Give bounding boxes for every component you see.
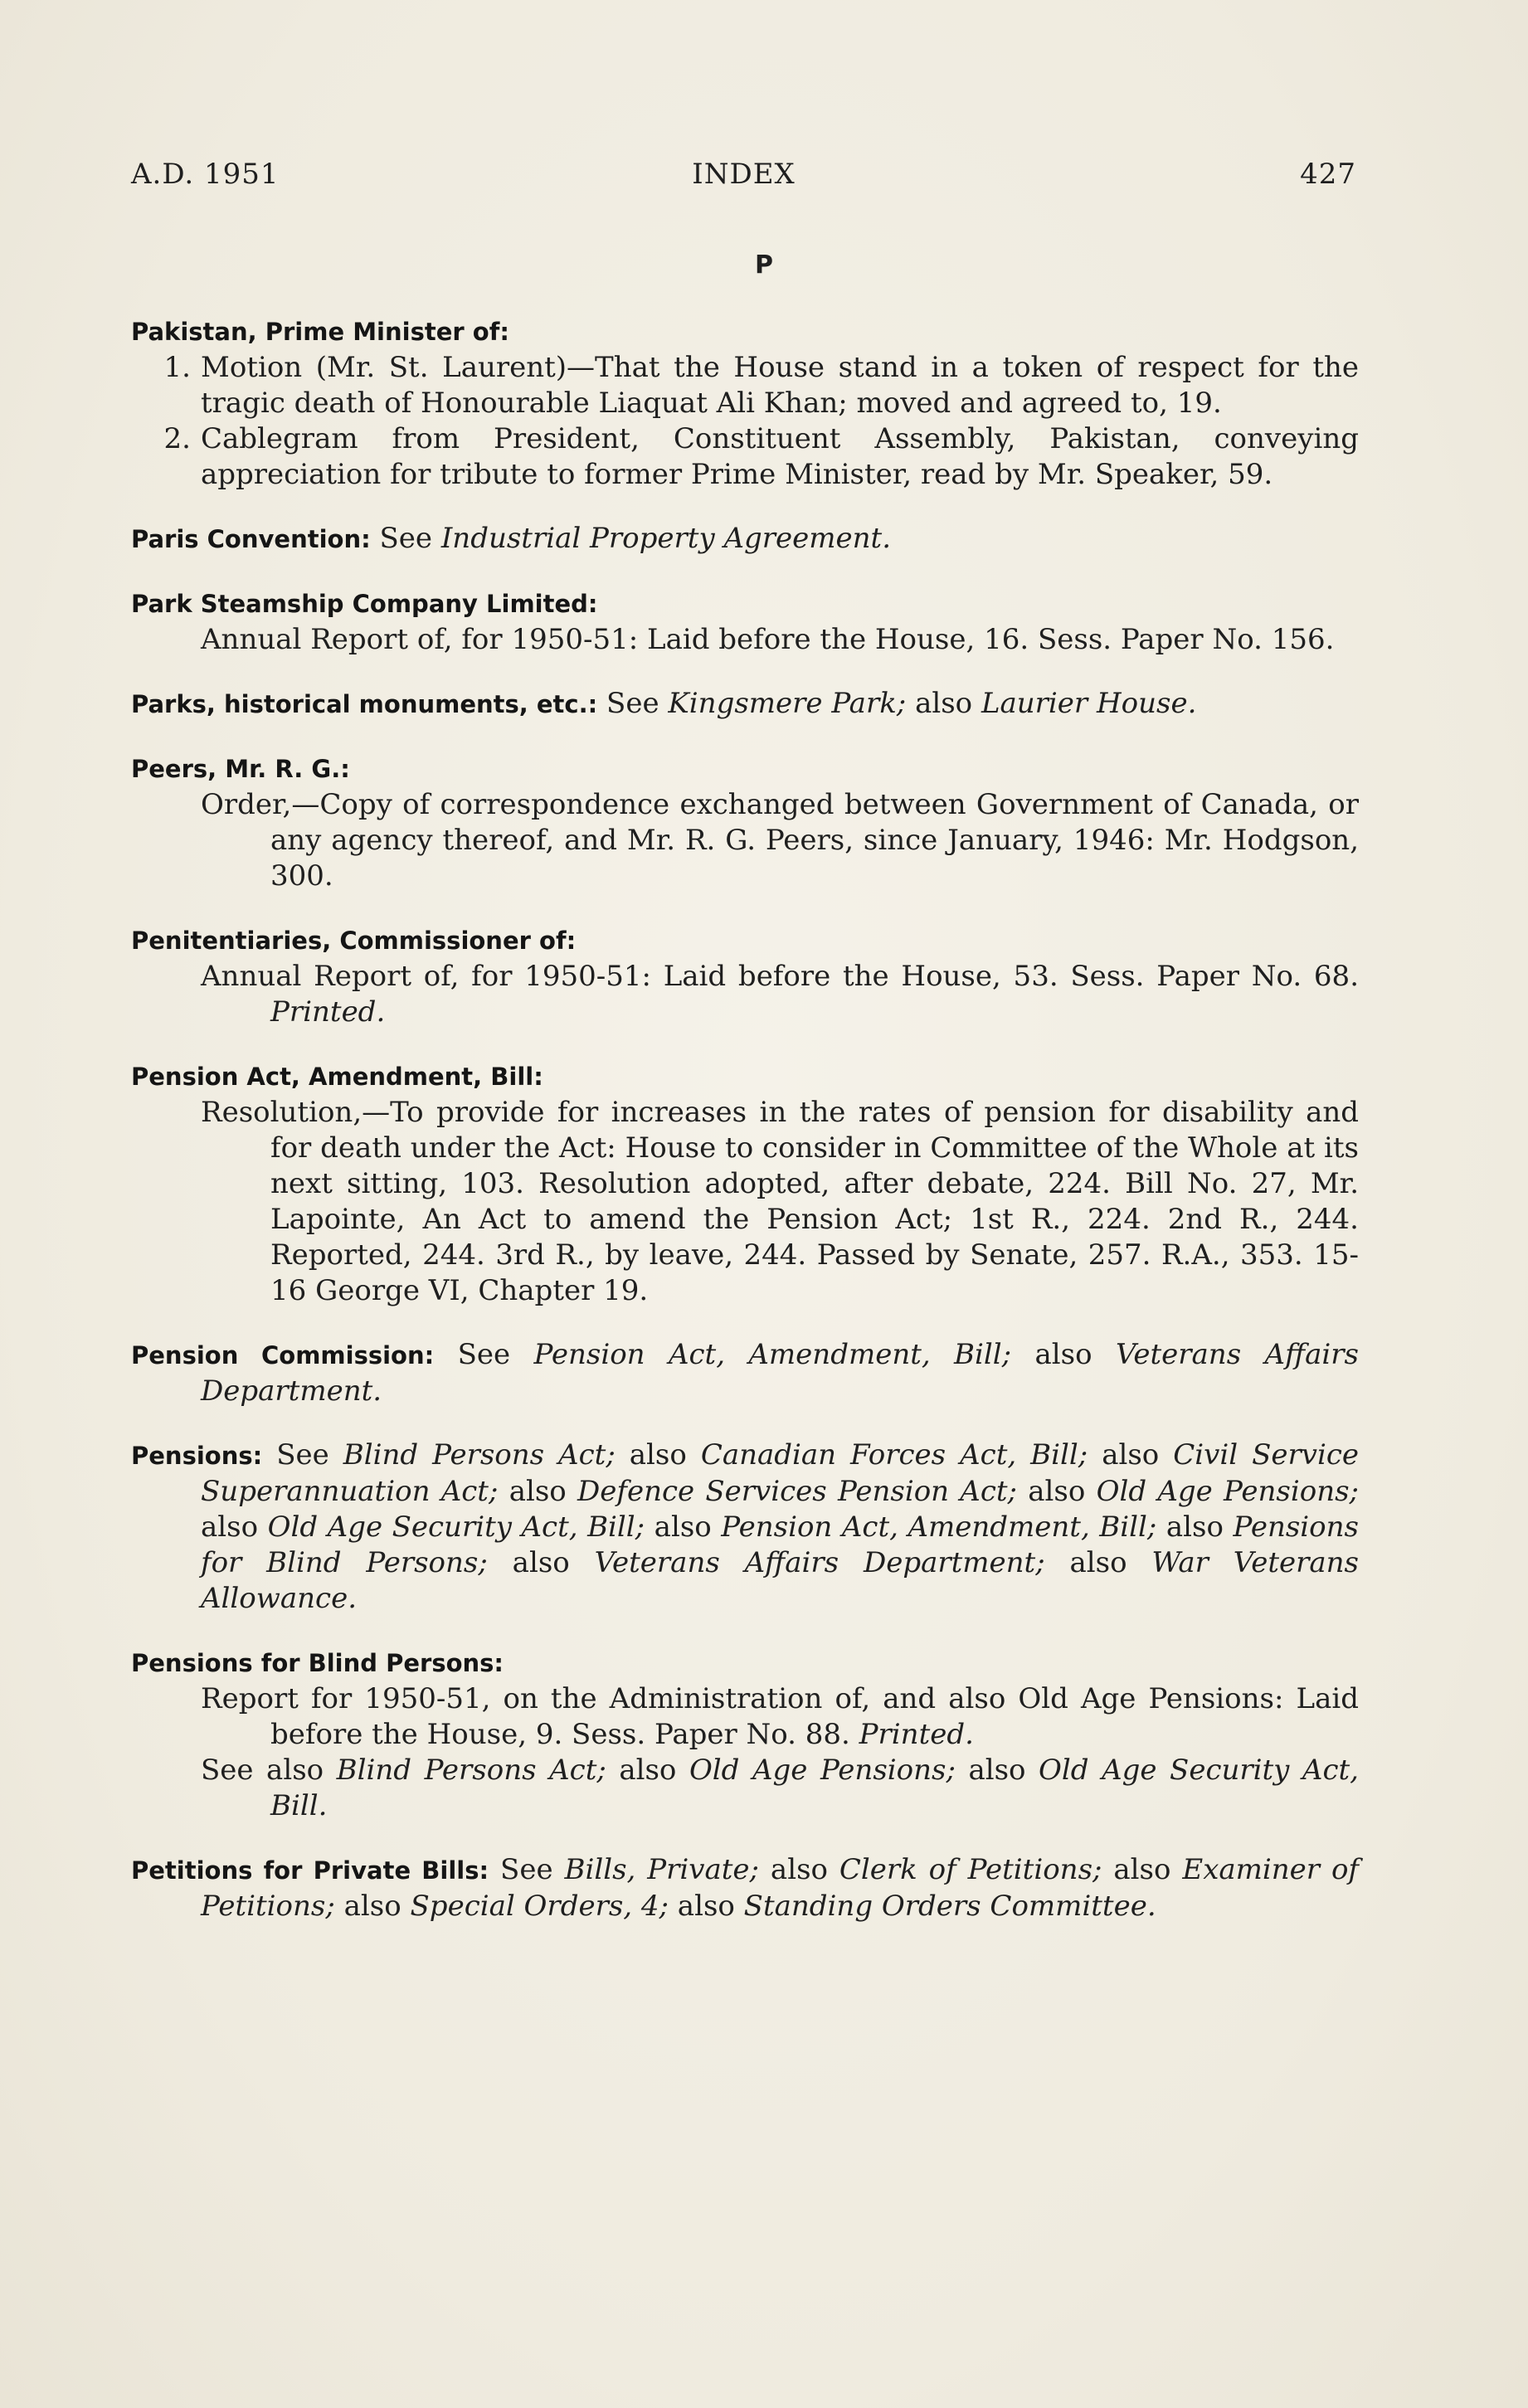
cross-reference: Civil Service Superannuation Act; bbox=[201, 1438, 1359, 1508]
printed-label: Printed. bbox=[270, 995, 386, 1029]
also-label: also bbox=[915, 687, 973, 720]
cross-reference: Blind Persons Act; bbox=[336, 1754, 606, 1787]
also-label: also bbox=[512, 1546, 570, 1579]
entry-item bbox=[131, 421, 1359, 493]
cross-reference: Standing Orders Committee. bbox=[743, 1890, 1156, 1923]
cross-reference: Industrial Property Agreement. bbox=[440, 522, 891, 555]
entry-item bbox=[131, 350, 1359, 421]
index-entry-pension-act bbox=[131, 1058, 1359, 1309]
entry-heading: Park Steamship Company Limited: bbox=[131, 590, 598, 618]
also-label: also bbox=[968, 1754, 1026, 1787]
index-entries bbox=[131, 314, 1359, 1953]
see-label: See bbox=[457, 1338, 511, 1371]
entry-heading: Pension Commission: bbox=[131, 1341, 435, 1369]
also-label: also bbox=[343, 1890, 401, 1923]
also-label: also bbox=[619, 1754, 677, 1787]
running-head-year: A.D. 1951 bbox=[131, 158, 280, 191]
index-entry-penitentiaries bbox=[131, 922, 1359, 1030]
see-also-label: See also bbox=[201, 1754, 324, 1787]
also-label: also bbox=[1102, 1438, 1160, 1472]
item-text: Cablegram from President, Constituent Assembly, Pakistan, conveying appreciation for tribute to former Prime Minister, read by Mr. Speaker, 59. bbox=[201, 422, 1359, 491]
index-entry-pensions bbox=[131, 1438, 1359, 1617]
section-letter: P bbox=[755, 251, 773, 280]
entry-heading: Petitions for Private Bills: bbox=[131, 1856, 489, 1885]
entry-heading: Pakistan, Prime Minister of: bbox=[131, 318, 509, 346]
entry-items bbox=[131, 350, 1359, 493]
entry-heading: Pensions for Blind Persons: bbox=[131, 1649, 504, 1677]
also-label: also bbox=[509, 1475, 567, 1508]
see-label: See bbox=[276, 1438, 329, 1472]
see-label: See bbox=[606, 687, 659, 720]
entry-heading: Pension Act, Amendment, Bill: bbox=[131, 1063, 543, 1091]
cross-reference: Veterans Affairs Department. bbox=[201, 1338, 1360, 1408]
also-label: also bbox=[677, 1890, 735, 1923]
also-label: also bbox=[1165, 1510, 1224, 1544]
index-entry-pakistan bbox=[131, 314, 1359, 493]
cross-reference: Bills, Private; bbox=[564, 1853, 759, 1886]
running-head-title: INDEX bbox=[692, 158, 796, 191]
entry-heading: Paris Convention: bbox=[131, 525, 371, 553]
cross-reference: Laurier House. bbox=[981, 687, 1197, 720]
cross-reference: Special Orders, 4; bbox=[410, 1890, 669, 1923]
cross-reference: Examiner of Petitions; bbox=[201, 1853, 1360, 1923]
also-label: also bbox=[770, 1853, 828, 1886]
also-label: also bbox=[1113, 1853, 1171, 1886]
item-text: Motion (Mr. St. Laurent)—That the House stand in a token of respect for the tragic death of Honourable Liaquat Ali Khan; moved and agreed to, 19. bbox=[201, 351, 1359, 420]
page-number: 427 bbox=[1300, 158, 1356, 191]
index-entry-petitions bbox=[131, 1852, 1359, 1924]
cross-reference: Kingsmere Park; bbox=[668, 687, 907, 720]
index-entry-pensions-blind-persons bbox=[131, 1645, 1359, 1824]
cross-reference: Old Age Security Act, Bill. bbox=[270, 1754, 1359, 1822]
item-number: 1. bbox=[163, 351, 191, 384]
index-entry-paris-convention bbox=[131, 521, 1359, 557]
running-head bbox=[131, 158, 1356, 199]
cross-reference: Pension Act, Amendment, Bill; bbox=[533, 1338, 1012, 1371]
entry-text: Annual Report of, for 1950-51: Laid before the House, 53. Sess. Paper No. 68. bbox=[201, 960, 1359, 993]
also-label: also bbox=[1034, 1338, 1092, 1371]
also-label: also bbox=[629, 1438, 687, 1472]
also-label: also bbox=[201, 1510, 259, 1544]
see-label: See bbox=[379, 522, 433, 555]
cross-reference: Canadian Forces Act, Bill; bbox=[700, 1438, 1088, 1472]
also-label: also bbox=[654, 1510, 712, 1544]
cross-reference: Blind Persons Act; bbox=[343, 1438, 616, 1472]
item-number: 2. bbox=[163, 422, 191, 455]
entry-heading: Parks, historical monuments, etc.: bbox=[131, 690, 598, 718]
index-entry-park-steamship bbox=[131, 586, 1359, 658]
entry-heading: Penitentiaries, Commissioner of: bbox=[131, 927, 577, 955]
cross-reference: Clerk of Petitions; bbox=[839, 1853, 1102, 1886]
cross-reference: Veterans Affairs Department; bbox=[594, 1546, 1045, 1579]
entry-text: Resolution,—To provide for increases in the rates of pension for disability and for death under the Act: House to consider in Committee of the Whole at its next sitting, 103. Resolution adopted, after debate, 224. Bill No. 27, Mr. Lapointe, An Act to amend the Pension Act; 1st R., 224. 2nd R., 244. Reported, 244. 3rd R., by leave, 244. Passed by Senate, 257. R.A., 353. 15-16 George VI, Chapter 19. bbox=[201, 1096, 1359, 1307]
cross-reference: Old Age Pensions; bbox=[1096, 1475, 1360, 1508]
cross-reference: Pension Act, Amendment, Bill; bbox=[721, 1510, 1157, 1544]
also-label: also bbox=[1069, 1546, 1127, 1579]
printed-label: Printed. bbox=[859, 1718, 974, 1751]
entry-text: Order,—Copy of correspondence exchanged between Government of Canada, or any agency thereof, and Mr. R. G. Peers, since January, 1946: Mr. Hodgson, 300. bbox=[201, 788, 1359, 893]
cross-reference: War Veterans Allowance. bbox=[201, 1546, 1359, 1615]
also-label: also bbox=[1028, 1475, 1086, 1508]
index-entry-peers bbox=[131, 751, 1359, 894]
see-label: See bbox=[500, 1853, 553, 1886]
entry-heading: Pensions: bbox=[131, 1442, 263, 1470]
entry-text: Report for 1950-51, on the Administration of, and also Old Age Pensions: Laid before the House, 9. Sess. Paper No. 88. bbox=[201, 1682, 1359, 1751]
cross-reference: Pensions for Blind Persons; bbox=[201, 1510, 1359, 1579]
cross-reference: Defence Services Pension Act; bbox=[577, 1475, 1018, 1508]
entry-heading: Peers, Mr. R. G.: bbox=[131, 755, 350, 783]
cross-reference: Old Age Security Act, Bill; bbox=[267, 1510, 645, 1544]
cross-reference: Old Age Pensions; bbox=[689, 1754, 956, 1787]
index-entry-pension-commission bbox=[131, 1337, 1359, 1409]
index-entry-parks bbox=[131, 686, 1359, 722]
entry-text: Annual Report of, for 1950-51: Laid before the House, 16. Sess. Paper No. 156. bbox=[201, 623, 1335, 656]
